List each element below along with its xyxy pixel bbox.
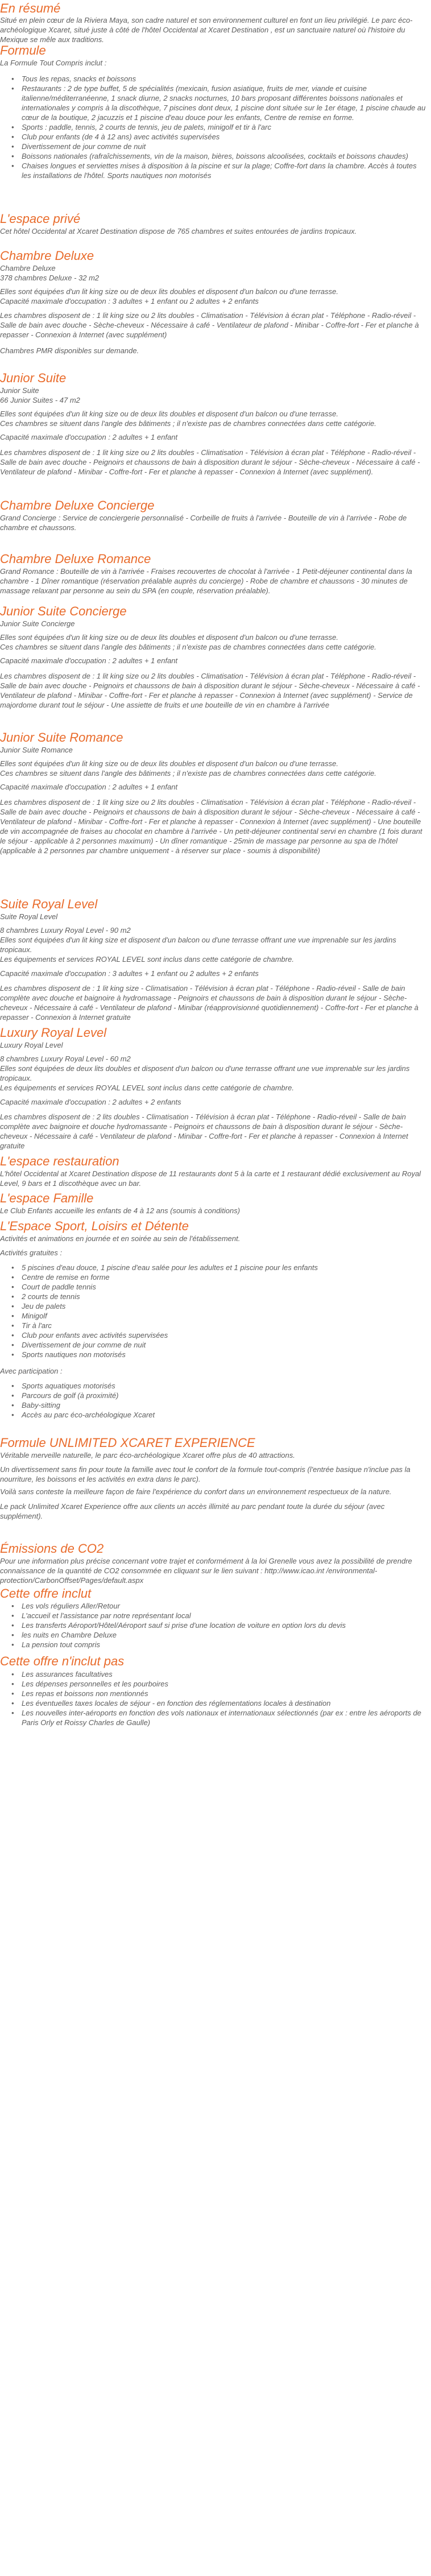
list-item <box>11 1620 428 1630</box>
paragraph: Un divertissement sans fin pour toute la famille avec tout le confort de la formule tout-compris (l'entrée basique n'inclue pas la nourriture, les boissons et les activités en extra dans le parc). <box>0 1465 411 1483</box>
paragraph: Les chambres disposent de : 1 lit king size ou 2 lits doubles - Climatisation - Télévision à écran plat - Téléphone - Radio-réveil - Salle de bain avec douche - Peignoirs et chaussons de bain à disposition durant le séjour - Sèche-cheveux - Nécessaire à café - Ventilateur de plafond - Minibar - Coffre-fort - Fer et planche à repasser - Connexion à Internet (avec supplément) - Une bouteille de vin accompagnée de fraises au chocolat en chambre à l'arrivée - Un petit-déjeuner continental servi en chambre (1 fois durant le séjour - applicable à 2 personnes maximum) - Un dîner romantique - 25min de massage par personne au spa de l'hôtel (applicable à 2 personnes par chambre uniquement - à réserver sur place - soumis à disponibilité) <box>0 798 422 855</box>
section-title: Cette offre inclut <box>0 1586 92 1601</box>
bullet-icon: • <box>11 1709 14 1717</box>
list-item-text: Baby-sitting <box>22 1401 60 1409</box>
bullet-icon: • <box>11 1263 14 1272</box>
paragraph: Avec participation : <box>0 1367 63 1375</box>
bullet-list <box>0 1263 428 1359</box>
list-item-text: La pension tout compris <box>22 1640 101 1649</box>
bullet-icon: • <box>11 142 14 151</box>
list-item <box>11 1698 428 1708</box>
bullet-icon: • <box>11 1331 14 1339</box>
paragraph: Le pack Unlimited Xcaret Experience offre aux clients un accès illimité au parc pendant toute la durée du séjour (avec supplément). <box>0 1502 385 1520</box>
list-item-text: Centre de remise en forme <box>22 1273 110 1281</box>
paragraph: Elles sont équipées d'un lit king size ou de deux lits doubles et disposent d'un balcon ou d'une terrasse. Ces chambres se situent dans l'angle des bâtiments ; il n'existe pas de chambres connectées dans cette catégorie. <box>0 633 376 651</box>
bullet-list <box>0 1381 428 1420</box>
paragraph: Véritable merveille naturelle, le parc éco-archéologique Xcaret offre plus de 40 attractions. <box>0 1451 295 1459</box>
list-item-text: Tous les repas, snacks et boissons <box>22 75 136 83</box>
bullet-icon: • <box>11 1321 14 1330</box>
list-item-text: Club pour enfants (de 4 à 12 ans) avec activités supervisées <box>22 133 220 141</box>
bullet-icon: • <box>11 162 14 170</box>
list-item-text: Sports : paddle, tennis, 2 courts de tennis, jeu de palets, minigolf et tir à l'arc <box>22 123 271 131</box>
paragraph: Le Club Enfants accueille les enfants de 4 à 12 ans (soumis à conditions) <box>0 1206 241 1215</box>
list-item <box>11 142 428 151</box>
list-item <box>11 1321 428 1330</box>
paragraph: 8 chambres Luxury Royal Level - 90 m2 Elles sont équipées d'un lit king size et disposent d'un balcon ou d'une terrasse offrant une vue imprenable sur les jardins tropicaux. Les équipements et services ROYAL LEVEL sont inclus dans cette catégorie de chambre. <box>0 926 396 964</box>
section-title: Formule UNLIMITED XCARET EXPERIENCE <box>0 1436 255 1450</box>
section-title: Chambre Deluxe Concierge <box>0 498 155 512</box>
list-item-text: les nuits en Chambre Deluxe <box>22 1631 117 1639</box>
section-title: Émissions de CO2 <box>0 1541 104 1556</box>
paragraph: Chambre Deluxe 378 chambres Deluxe - 32 m2 <box>0 264 100 282</box>
paragraph: Les chambres disposent de : 2 lits doubles - Climatisation - Télévision à écran plat - Téléphone - Radio-réveil - Salle de bain complète avec baignoire et douche hydromassante - Peignoirs et chaussons de bain à disposition durant le séjour - Sèche-cheveux - Nécessaire à café - Ventilateur de plafond - Minibar - Coffre-fort - Fer et planche à repasser - Connexion à Internet gratuite <box>0 1113 408 1150</box>
paragraph: Grand Romance : Bouteille de vin à l'arrivée - Fraises recouvertes de chocolat à l'arrivée - 1 Petit-déjeuner continental dans la chambre - 1 Dîner romantique (réservation préalable auprès du concierge) - Robe de chambre et chaussons - 30 minutes de massage relaxant par personne au sein du SPA (en couple, réservation préalable). <box>0 567 412 595</box>
paragraph: Activités gratuites : <box>0 1248 63 1257</box>
list-item <box>11 1669 428 1679</box>
paragraph: Pour une information plus précise concernant votre trajet et conformément à la loi Grenelle vous avez la possibilité de prendre connaissance de la quantité de CO2 consommée en cliquant sur le lien suivant : http://www.icao.int /environmental-protection/CarbonOffset/Pages/default.aspx <box>0 1557 412 1585</box>
list-item <box>11 1679 428 1689</box>
bullet-icon: • <box>11 1670 14 1678</box>
bullet-icon: • <box>11 1611 14 1620</box>
list-item-text: 5 piscines d'eau douce, 1 piscine d'eau salée pour les adultes et 1 piscine pour les enfants <box>22 1263 318 1272</box>
paragraph: Capacité maximale d'occupation : 3 adultes + 1 enfant ou 2 adultes + 2 enfants <box>0 969 259 978</box>
bullet-list <box>0 1669 428 1727</box>
list-item <box>11 1640 428 1649</box>
paragraph: Capacité maximale d'occupation : 2 adultes + 2 enfants <box>0 1098 181 1106</box>
section-title: L'Espace Sport, Loisirs et Détente <box>0 1219 189 1233</box>
bullet-list <box>0 1601 428 1649</box>
paragraph: La Formule Tout Compris inclut : <box>0 59 107 67</box>
bullet-icon: • <box>11 1401 14 1409</box>
list-item-text: Les vols réguliers Aller/Retour <box>22 1602 120 1610</box>
list-item <box>11 1282 428 1292</box>
list-item <box>11 1350 428 1359</box>
list-item-text: Tir à l'arc <box>22 1321 52 1330</box>
section-title: En résumé <box>0 1 61 15</box>
section-title: Luxury Royal Level <box>0 1026 107 1040</box>
list-item <box>11 161 428 180</box>
section-title: Chambre Deluxe Romance <box>0 552 151 566</box>
section-title: Junior Suite Concierge <box>0 604 127 618</box>
list-item <box>11 151 428 161</box>
list-item-text: Jeu de palets <box>22 1302 66 1310</box>
bullet-icon: • <box>11 1312 14 1320</box>
list-item-text: Court de paddle tennis <box>22 1283 96 1291</box>
list-item <box>11 1330 428 1340</box>
bullet-icon: • <box>11 84 14 93</box>
bullet-icon: • <box>11 1350 14 1359</box>
bullet-icon: • <box>11 1699 14 1707</box>
paragraph: Activités et animations en journée et en soirée au sein de l'établissement. <box>0 1234 241 1243</box>
bullet-icon: • <box>11 1302 14 1310</box>
bullet-icon: • <box>11 1283 14 1291</box>
list-item-text: Sports nautiques non motorisés <box>22 1350 126 1359</box>
list-item <box>11 1272 428 1282</box>
bullet-icon: • <box>11 75 14 83</box>
section-title: L'espace Famille <box>0 1191 94 1205</box>
list-item-text: Restaurants : 2 de type buffet, 5 de spécialités (mexicain, fusion asiatique, fruits de mer, viande et cuisine italienne/méditerranéenne, 1 snack diurne, 2 snacks nocturnes, 10 bars proposant différentes boissons nationales et internationales y compris à la discothèque, 7 piscines dont deux, 1 piscine dont située sur le 1er étage, 1 piscine chaude au cœur de la boutique, 2 jacuzzis et 1 piscine d'eau douce pour les enfants, Centre de remise en forme. <box>22 84 426 122</box>
paragraph: Junior Suite 66 Junior Suites - 47 m2 <box>0 386 80 404</box>
list-item-text: Divertissement de jour comme de nuit <box>22 142 146 151</box>
list-item <box>11 1708 428 1727</box>
list-item-text: 2 courts de tennis <box>22 1292 80 1301</box>
list-item-text: Parcours de golf (à proximité) <box>22 1391 119 1400</box>
list-item <box>11 1292 428 1301</box>
bullet-icon: • <box>11 1689 14 1698</box>
bullet-icon: • <box>11 123 14 131</box>
section-title: Suite Royal Level <box>0 897 98 911</box>
list-item <box>11 1301 428 1311</box>
list-item <box>11 1381 428 1391</box>
list-item <box>11 1340 428 1350</box>
paragraph: Capacité maximale d'occupation : 2 adultes + 1 enfant <box>0 433 178 441</box>
list-item <box>11 1391 428 1400</box>
list-item-text: Club pour enfants avec activités supervisées <box>22 1331 168 1339</box>
list-item-text: Les éventuelles taxes locales de séjour - en fonction des réglementations locales à destination <box>22 1699 331 1707</box>
bullet-icon: • <box>11 1602 14 1610</box>
list-item <box>11 1611 428 1620</box>
bullet-icon: • <box>11 133 14 141</box>
paragraph: Luxury Royal Level <box>0 1041 63 1049</box>
list-item <box>11 1601 428 1611</box>
list-item <box>11 1410 428 1420</box>
list-item-text: Les transferts Aéroport/Hôtel/Aéroport sauf si prise d'une location de voiture en option lors du devis <box>22 1621 346 1630</box>
paragraph: Les chambres disposent de : 1 lit king size ou 2 lits doubles - Climatisation - Télévision à écran plat - Téléphone - Radio-réveil - Salle de bain avec douche - Sèche-cheveux - Nécessaire à café - Ventilateur de plafond - Minibar - Coffre-fort - Fer et planche à repasser - Connexion à Internet (avec supplément) <box>0 311 419 339</box>
list-item <box>11 1630 428 1640</box>
list-item-text: Divertissement de jour comme de nuit <box>22 1341 146 1349</box>
list-item-text: L'accueil et l'assistance par notre représentant local <box>22 1611 191 1620</box>
paragraph: Voilà sans conteste la meilleure façon de faire l'expérience du confort dans un environnement respectueux de la nature. <box>0 1487 392 1496</box>
paragraph: Junior Suite Romance <box>0 746 73 754</box>
section-title: Formule <box>0 43 46 57</box>
list-item-text: Les dépenses personnelles et les pourboires <box>22 1680 169 1688</box>
paragraph: Capacité maximale d'occupation : 2 adultes + 1 enfant <box>0 656 178 665</box>
paragraph: 8 chambres Luxury Royal Level - 60 m2 Elles sont équipées de deux lits doubles et disposent d'un balcon ou d'une terrasse offrant une vue imprenable sur les jardins tropicaux. Les équipements et services ROYAL LEVEL sont inclus dans cette catégorie de chambre. <box>0 1055 410 1092</box>
paragraph: Junior Suite Concierge <box>0 619 75 628</box>
list-item <box>11 1311 428 1321</box>
list-item <box>11 74 428 84</box>
bullet-icon: • <box>11 1640 14 1649</box>
list-item-text: Accès au parc éco-archéologique Xcaret <box>22 1411 155 1419</box>
list-item <box>11 84 428 122</box>
paragraph: Suite Royal Level <box>0 912 58 921</box>
section-title: Cette offre n'inclut pas <box>0 1654 125 1668</box>
bullet-icon: • <box>11 1391 14 1400</box>
section-title: L'espace privé <box>0 212 81 226</box>
bullet-icon: • <box>11 1631 14 1639</box>
list-item-text: Les repas et boissons non mentionnés <box>22 1689 148 1698</box>
paragraph: Les chambres disposent de : 1 lit king size ou 2 lits doubles - Climatisation - Télévision à écran plat - Téléphone - Radio-réveil - Salle de bain avec douche - Peignoirs et chaussons de bain à disposition durant le séjour - Sèche-cheveux - Nécessaire à café - Ventilateur de plafond - Minibar - Coffre-fort - Fer et planche à repasser - Connexion à Internet (avec supplément). <box>0 448 420 476</box>
paragraph: Capacité maximale d'occupation : 2 adultes + 1 enfant <box>0 783 178 791</box>
list-item-text: Les assurances facultatives <box>22 1670 113 1678</box>
bullet-icon: • <box>11 1621 14 1630</box>
section-title: Junior Suite Romance <box>0 730 123 745</box>
bullet-icon: • <box>11 1680 14 1688</box>
list-item-text: Minigolf <box>22 1312 47 1320</box>
section-title: Chambre Deluxe <box>0 249 94 263</box>
bullet-icon: • <box>11 1341 14 1349</box>
paragraph: Elles sont équipées d'un lit king size ou de deux lits doubles et disposent d'un balcon ou d'une terrasse. Ces chambres se situent dans l'angle des bâtiments ; il n'existe pas de chambres connectées dans cette catégorie. <box>0 759 376 778</box>
list-item <box>11 122 428 132</box>
bullet-icon: • <box>11 1411 14 1419</box>
list-item-text: Les nouvelles inter-aéroports en fonction des vols nationaux et internationaux sélectionnés (par ex : entre les aéroports de Paris Orly et Roissy Charles de Gaulle) <box>22 1709 421 1727</box>
list-item <box>11 1263 428 1272</box>
paragraph: Elles sont équipées d'un lit king size ou de deux lits doubles et disposent d'un balcon ou d'une terrasse. Ces chambres se situent dans l'angle des bâtiments ; il n'existe pas de chambres connectées dans cette catégorie. <box>0 410 376 428</box>
bullet-icon: • <box>11 1382 14 1390</box>
paragraph: Chambres PMR disponibles sur demande. <box>0 346 139 355</box>
list-item-text: Chaises longues et serviettes mises à disposition à la piscine et sur la plage; Coffre-fort dans la chambre. Accès à toutes les installations de l'hôtel. Sports nautiques non motorisés <box>22 162 417 180</box>
bullet-icon: • <box>11 1292 14 1301</box>
paragraph: Les chambres disposent de : 1 lit king size ou 2 lits doubles - Climatisation - Télévision à écran plat - Téléphone - Radio-réveil - Salle de bain avec douche - Peignoirs et chaussons de bain à disposition durant le séjour - Sèche-cheveux - Nécessaire à café - Ventilateur de plafond - Minibar - Coffre-fort - Fer et planche à repasser - Connexion à Internet (avec supplément) - Service de majordome durant tout le séjour - Une assiette de fruits et une bouteille de vin en chambre à l'arrivée <box>0 672 420 709</box>
bullet-icon: • <box>11 1273 14 1281</box>
bullet-icon: • <box>11 152 14 160</box>
list-item-text: Sports aquatiques motorisés <box>22 1382 115 1390</box>
paragraph: Elles sont équipées d'un lit king size ou de deux lits doubles et disposent d'un balcon ou d'une terrasse. Capacité maximale d'occupation : 3 adultes + 1 enfant ou 2 adultes + 2 enfants <box>0 287 338 305</box>
list-item <box>11 132 428 142</box>
paragraph: Cet hôtel Occidental at Xcaret Destination dispose de 765 chambres et suites entourées de jardins tropicaux. <box>0 227 357 235</box>
paragraph: Grand Concierge : Service de conciergerie personnalisé - Corbeille de fruits à l'arrivée - Bouteille de vin à l'arrivée - Robe de chambre et chaussons. <box>0 514 407 532</box>
paragraph: L'hôtel Occidental at Xcaret Destination dispose de 11 restaurants dont 5 à la carte et 1 restaurant dédié exclusivement au Royal Level, 9 bars et 1 discothèque avec un bar. <box>0 1169 421 1188</box>
section-title: Junior Suite <box>0 371 67 385</box>
section-title: L'espace restauration <box>0 1154 119 1168</box>
bullet-list <box>0 74 428 180</box>
list-item <box>11 1400 428 1410</box>
list-item-text: Boissons nationales (rafraîchissements, vin de la maison, bières, boissons alcoolisées, cocktails et boissons chaudes) <box>22 152 408 160</box>
paragraph: Les chambres disposent de : 1 lit king size - Climatisation - Télévision à écran plat - Téléphone - Radio-réveil - Salle de bain complète avec douche et baignoire à hydromassage - Peignoirs et chaussons de bain à disposition durant le séjour - Sèche-cheveux - Nécessaire à café - Ventilateur de plafond - Minibar (réapprovisionné quotidiennement) - Coffre-fort - Fer et planche à repasser - Connexion à Internet gratuite <box>0 984 418 1022</box>
paragraph: Situé en plein cœur de la Riviera Maya, son cadre naturel et son environnement culturel en font un lieu privilégié. Le parc éco-archéologique Xcaret, situé juste à côté de l'hôtel Occidental at Xcaret Destination , est un sanctuaire naturel où l'histoire du Mexique se mêle aux traditions. <box>0 16 413 44</box>
list-item <box>11 1689 428 1698</box>
